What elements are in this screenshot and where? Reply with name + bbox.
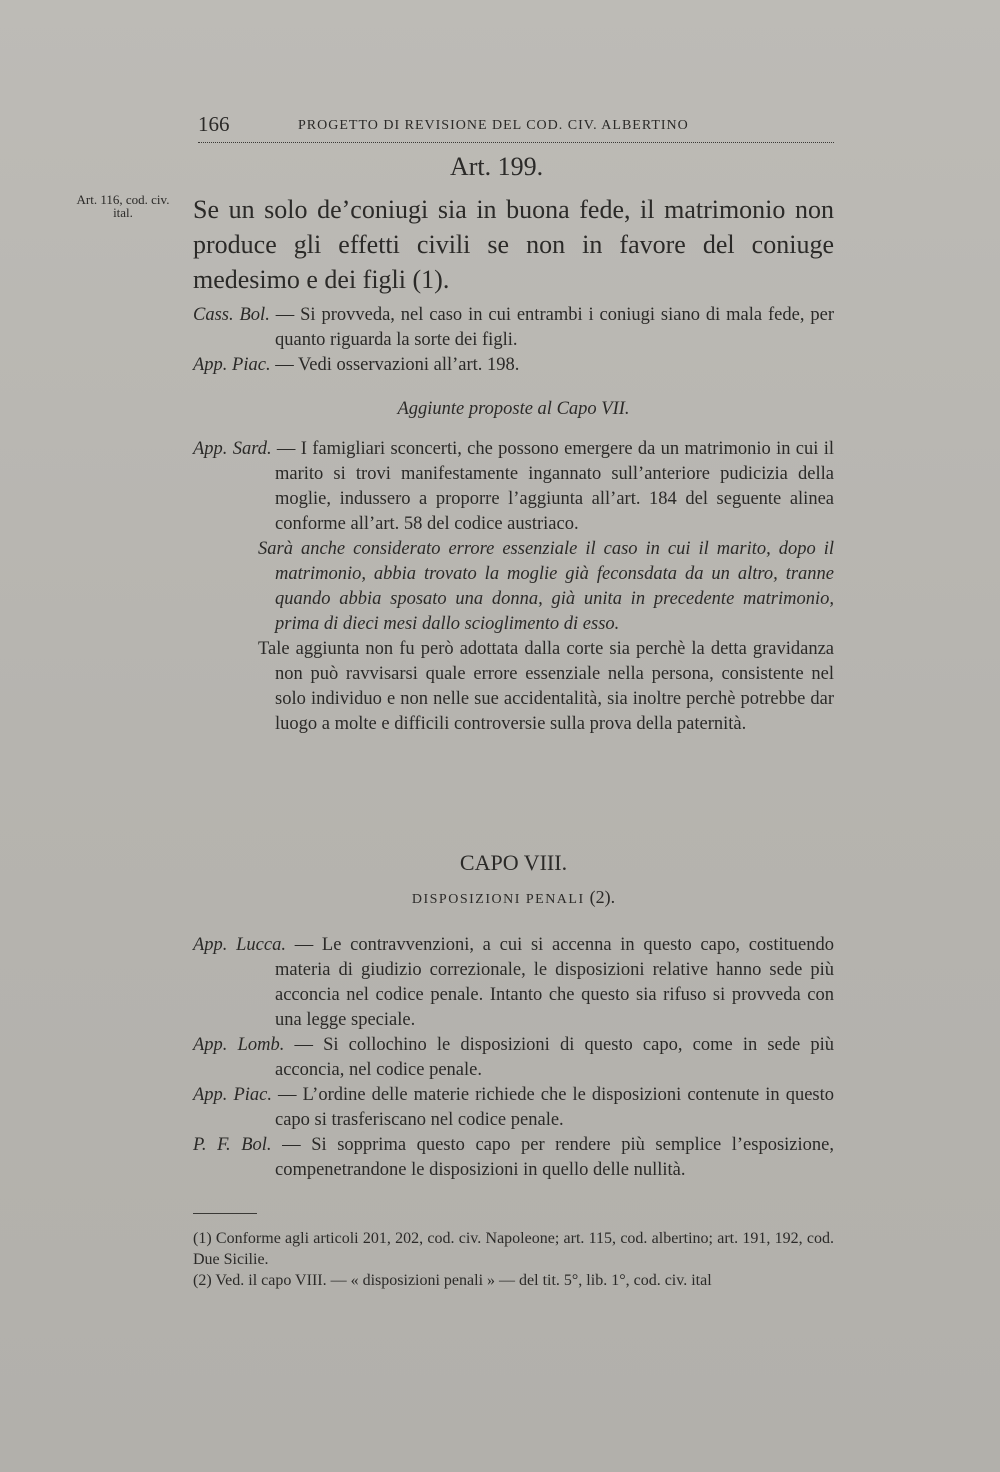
footnote: (2) Ved. il capo VIII. — « disposizioni penali » — del tit. 5°, lib. 1°, cod. civ. ital — [193, 1272, 712, 1289]
margin-note-line-2: ital. — [113, 205, 133, 220]
proposed-alinea: Sarà anche considerato errore essenziale il caso in cui il marito, dopo il matrimonio, abbia trovato la moglie già feconsdata da un altro, tranne quando abbia sposato una donna, già unita in precedente matrimonio, prima di dieci mesi dallo scioglimento di esso. — [258, 539, 834, 634]
chapter-observation-entry — [193, 1083, 834, 1133]
additions-heading: Aggiunte proposte al Capo VII. — [397, 399, 630, 419]
observation-source: App. Piac. — [193, 355, 271, 375]
article-text: Se un solo de’coniugi sia in buona fede, il matrimonio non produce gli effetti civili se non in favore del coniuge medesimo e dei figli (1). — [193, 195, 834, 294]
margin-note — [64, 193, 182, 219]
chapter-observation-text: — Si collochino le disposizioni di questo capo, come in sede più acconcia, nel codice penale. — [275, 1035, 834, 1080]
chapter-observation-source: App. Lucca. — [193, 935, 286, 955]
footnote: (1) Conforme agli articoli 201, 202, cod. civ. Napoleone; art. 115, cod. albertino; art. 191, 192, cod. Due Sicilie. — [193, 1230, 834, 1268]
chapter-observation-entry — [193, 933, 834, 1033]
margin-note-line-1: Art. 116, cod. civ. — [76, 192, 170, 207]
observations-block — [193, 303, 834, 378]
court-decision: Tale aggiunta non fu però adottata dalla corte sia perchè la detta gravidanza non può ravvisarsi quale errore essenziale nella persona, consistente nel solo individuo e non nelle sue accidentalità, sia inoltre perchè potrebbe dar luogo a molte e difficili controversie sulla prova della paternità. — [258, 639, 834, 734]
chapter-subheading — [193, 887, 834, 908]
additions-block — [193, 397, 834, 737]
footnotes — [193, 1228, 834, 1291]
additions-source: App. Sard. — [193, 439, 272, 459]
additions-text: — I famigliari sconcerti, che possono emergere da un matrimonio in cui il marito si trovi manifestamente ingannato sull’anteriore pudicizia della moglie, indussero a proporre l’aggiunta all’art. 184 del seguente alinea conforme all’art. 58 del codice austriaco. — [271, 439, 834, 534]
observation-source: Cass. Bol. — [193, 305, 270, 325]
header-rule — [198, 142, 834, 143]
chapter-observations-block — [193, 933, 834, 1183]
chapter-observation-source: App. Piac. — [193, 1085, 272, 1105]
page-number: 166 — [198, 112, 230, 136]
chapter-observation-entry — [193, 1033, 834, 1083]
additions-entry — [193, 437, 834, 537]
chapter-observation-entry — [193, 1133, 834, 1183]
chapter-subheading-ref: (2). — [589, 887, 616, 907]
chapter-heading: CAPO VIII. — [459, 850, 568, 875]
chapter-subheading-text: DISPOSIZIONI PENALI — [411, 892, 585, 907]
chapter-observation-text: — L’ordine delle materie richiede che le disposizioni contenute in questo capo si trasferiscano nel codice penale. — [272, 1085, 835, 1130]
running-title: PROGETTO DI REVISIONE DEL COD. CIV. ALBERTINO — [298, 118, 689, 133]
footnote-rule — [193, 1213, 257, 1214]
observation-text: — Si provveda, nel caso in cui entrambi i coniugi siano di mala fede, per quanto riguarda la sorte dei figli. — [269, 305, 834, 350]
observation-entry — [193, 303, 834, 353]
chapter-observation-source: P. F. Bol. — [193, 1135, 272, 1155]
observation-entry — [193, 353, 834, 378]
running-head — [198, 112, 834, 142]
article-heading: Art. 199. — [450, 152, 544, 181]
chapter-observation-source: App. Lomb. — [193, 1035, 285, 1055]
chapter-observation-text: — Si sopprima questo capo per rendere più semplice l’esposizione, compenetrandone le disposizioni in quello delle nullità. — [271, 1135, 834, 1180]
chapter-observation-text: — Le contravvenzioni, a cui si accenna in questo capo, costituendo materia di giudizio correzionale, le disposizioni relative hanno sede più acconcia nel codice penale. Intanto che questo sia rifuso si provveda con una legge speciale. — [275, 935, 834, 1030]
observation-text: — Vedi osservazioni all’art. 198. — [270, 355, 520, 375]
